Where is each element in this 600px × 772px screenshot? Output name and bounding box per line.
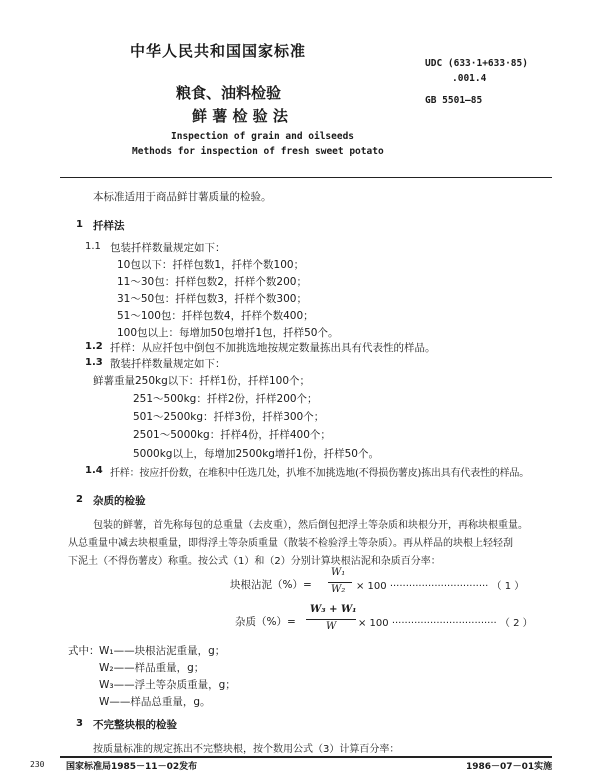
clause-1-2-number: 1.2 <box>85 341 103 352</box>
national-standard-heading: 中华人民共和国国家标准 <box>130 42 307 60</box>
variable-definition: W₃——浮土等杂质重量，g； <box>99 679 236 691</box>
clause-1-3-first-item: 鲜薯重量250kg以下：扦样1份，扦样100个； <box>93 375 311 387</box>
gb-number: GB 5501—85 <box>425 95 483 106</box>
clause-1-1-item: 10包以下：扦样包数1，扦样个数100； <box>117 259 305 271</box>
clause-1-2-text: 扦样：从应扦包中倒包不加挑选地按规定数量拣出具有代表性的样品。 <box>110 342 436 354</box>
formula1-denominator: W₂ <box>331 584 346 595</box>
clause-1-4-text: 扦样：按应扦份数，在堆积中任选几处，扒堆不加挑选地(不得损伤薯皮)拣出具有代表性的样品。 <box>110 468 530 479</box>
udc-code: UDC (633·1+633·85) <box>425 58 528 69</box>
variable-definition: W₂——样品重量，g； <box>99 662 205 674</box>
title-line2: 鲜 薯 检 验 法 <box>192 107 288 125</box>
clause-1-1-number: 1.1 <box>85 241 101 252</box>
header-divider <box>60 177 552 178</box>
clause-1-3-number: 1.3 <box>85 357 103 368</box>
effective-date: 1986－07－01实施 <box>466 762 553 772</box>
formula1-label: 块根沾泥（%）= <box>230 579 312 591</box>
section3-title: 不完整块根的检验 <box>93 719 177 731</box>
clause-1-1-item: 51～100包：扦样包数4，扦样个数400； <box>117 310 314 322</box>
section1-number: 1 <box>76 219 83 230</box>
section3-paragraph: 按质量标准的规定拣出不完整块根，按个数用公式（3）计算百分率： <box>93 744 400 755</box>
clause-1-3-text: 散装扦样数量规定如下： <box>110 358 226 370</box>
formula2-label: 杂质（%）= <box>235 616 296 628</box>
section3-number: 3 <box>76 718 83 729</box>
formula1-numerator: W₁ <box>331 567 346 578</box>
clause-1-3-item: 251～500kg：扦样2份，扦样200个； <box>133 393 318 405</box>
english-title-line2: Methods for inspection of fresh sweet potato <box>132 146 384 157</box>
intro-paragraph: 本标准适用于商品鲜甘薯质量的检验。 <box>93 191 272 203</box>
udc-code-suffix: .001.4 <box>452 73 487 84</box>
formula1-tail: × 100 ······························· （ 1 ） <box>356 581 525 592</box>
formula2-fraction-bar <box>306 619 356 620</box>
section2-paragraph-line2: 从总重量中减去块根重量，即得浮土等杂质重量（散装不检验浮土等杂质）。再从样品的块根上轻轻刮 <box>68 538 513 549</box>
variable-definition: W——样品总重量，g。 <box>99 696 211 708</box>
footer-divider <box>60 756 552 758</box>
section2-paragraph-line1: 包装的鲜薯，首先称每包的总重量（去皮重），然后倒包把浮土等杂质和块根分开，再称块根重量。 <box>93 520 528 531</box>
section1-title: 扦样法 <box>93 220 125 232</box>
clause-1-3-item: 501～2500kg：扦样3份，扦样300个； <box>133 411 325 423</box>
formula2-numerator: W₃ + W₁ <box>310 604 357 615</box>
clause-1-1-item: 11～30包：扦样包数2，扦样个数200； <box>117 276 307 288</box>
where-label: 式中： <box>68 645 100 657</box>
formula1-fraction-bar <box>328 582 352 583</box>
formula2-tail: × 100 ································· （ 2 ） <box>358 618 533 629</box>
issued-by-date: 国家标准局1985－11－02发布 <box>66 762 198 772</box>
clause-1-1-item: 31～50包：扦样包数3，扦样个数300； <box>117 293 307 305</box>
clause-1-4-number: 1.4 <box>85 465 103 476</box>
formula2-denominator: W <box>326 621 337 632</box>
page-number: 230 <box>30 760 45 769</box>
section2-paragraph-line3: 下泥土（不得伤薯皮）称重。按公式（1）和（2）分别计算块根沾泥和杂质百分率： <box>68 556 441 567</box>
section2-number: 2 <box>76 494 83 505</box>
clause-1-1-text: 包装扦样数量规定如下： <box>110 242 226 254</box>
section2-title: 杂质的检验 <box>93 495 146 507</box>
clause-1-3-item: 5000kg以上，每增加2500kg增扦1份，扦样50个。 <box>133 448 379 460</box>
title-line1: 粮食、油料检验 <box>176 84 282 102</box>
clause-1-3-item: 2501～5000kg：扦样4份，扦样400个； <box>133 429 331 441</box>
clause-1-1-item: 100包以上：每增加50包增扦1包，扦样50个。 <box>117 327 339 339</box>
variable-definition: W₁——块根沾泥重量，g； <box>99 645 226 657</box>
english-title-line1: Inspection of grain and oilseeds <box>171 131 355 142</box>
